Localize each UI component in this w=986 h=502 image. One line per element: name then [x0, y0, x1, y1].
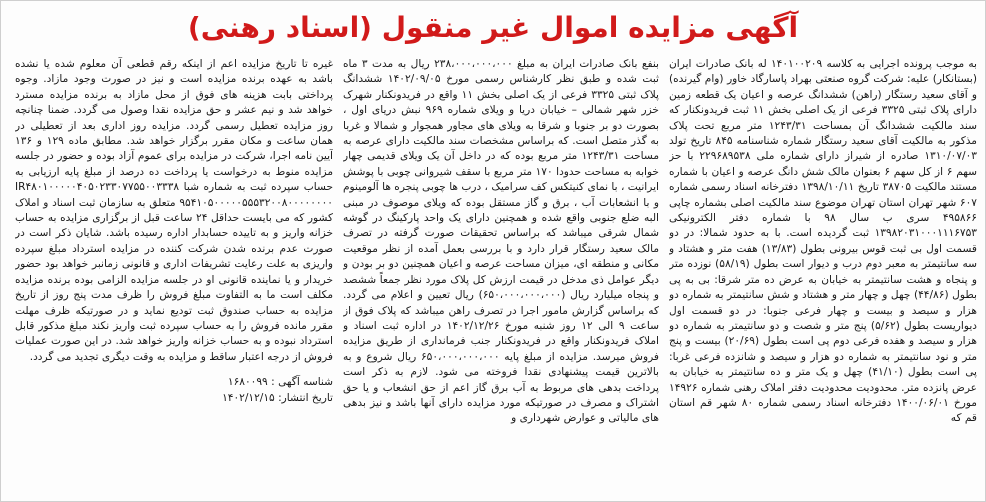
ad-title: آگهی مزایده اموال غیر منقول (اسناد رهنی)	[187, 11, 799, 44]
column-left	[15, 57, 333, 495]
ad-columns	[9, 57, 977, 495]
column-right	[669, 57, 977, 495]
ad-footer	[15, 375, 333, 406]
column-text: غیره تا تاریخ مزایده اعم از اینکه رقم قطعی آن معلوم شده یا نشده باشد به عهده برنده مزایده است و نیز در صورت وجود مازاد. وجوه پرداختی بابت هزینه های فوق از محل مازاد به برنده مزایده مسترد خواهد شد و نیم عشر و حق مزایده نقدا وصول می گردد. ضمنا چنانچه روز مزایده تعطیل رسمی گردد. مزایده روز اداری بعد از تعطیلی در همان ساعت و مکان مقرر برگزار خواهد شد. مطابق ماده ۱۲۹ و ۱۳۶ آیین نامه اجرا، شرکت در مزایده برای عموم آزاد بوده و حضور در جلسه مزایده منوط به درخواست یا پرداخت ده درصد از مبلغ پایه ارزیابی به حساب سپرده ثبت به شماره شبا IR۴۸۰۱۰۰۰۰۰۴۰۵۰۲۳۳۰۷۷۵۵۰۰۳۳۳۸ ۹۵۴۱۰۵۰۰۰۰۰۵۵۵۳۲۰۰۸۰۰۰۰۰۰۰۰ متعلق به سازمان ثبت اسناد و املاک کشور که می بایست حداقل ۲۴ ساعت قبل از برگزاری مزایده به حساب خزانه واریز و به تاییده حسابدار اداره رسیده باشد. شایان ذکر است در صورت عدم برنده شدن شرکت کننده در مزایده استرداد مبلغ سپرده واریزی به علت رعایت تشریفات اداری و قانونی زمانبر خواهد بود حضور خریدار و یا نماینده قانونی او در جلسه مزایده الزامی بوده برنده مزایده مکلف است ما به التفاوت مبلغ فروش را ظرف مدت پنج روز از تاریخ مزایده به حساب صندوق ثبت تودیع نماید و در صورتیکه ظرف مهلت مقرر مانده فروش را به حساب سپرده ثبت واریز نکند مبلغ مذکور قابل استرداد نبوده و به حساب خزانه واریز خواهد شد. در این صورت عملیات فروش از درجه اعتبار ساقط و مزایده به وقت دیگری تجدید می گردد.	[15, 58, 333, 363]
column-text: به موجب پرونده اجرایی به کلاسه ۱۴۰۱۰۰۲۰۹ له بانک صادرات ایران (بستانکار) علیه: شرکت گروه صنعتی بهراد پاسارگاد خاور (وام گیرنده) و آقای سعید رستگار (راهن) ششدانگ عرصه و اعیان یک قطعه زمین دارای پلاک ثبتی ۳۳۲۵ فرعی از یک اصلی بخش ۱۱ ثبت فریدونکنار که سند مالکیت ششدانگ آن بمساحت ۱۲۴۳/۳۱ متر مربع تحت پلاک مذکور به مالکیت آقای سعید رستگار شماره شناسنامه ۸۴۵ تاریخ تولد ۱۳۱۰/۰۷/۰۳ صادره از شیراز دارای شماره ملی ۲۲۹۶۸۹۵۳۸ با حز سهم ۶ از کل سهم ۶ بعنوان مالک شش دانگ عرصه و اعیان با شماره مستند مالکیت ۳۸۷۰۵ تاریخ ۱۳۹۸/۱۰/۱۱ دفترخانه اسناد رسمی شماره ۶۰۷ شهر تهران استان تهران موضوع سند مالکیت اصلی بشماره چاپی ۴۹۵۸۶۶ سری ب سال ۹۸ با شماره دفتر الکترونیکی ۱۳۹۸۲۰۳۱۰۰۰۱۱۱۶۷۵۳ ثبت گردیده است. با به حدود شمالا: در دو قسمت اول بی ثبت قوس بیرونی بطول (۱۳/۸۳) هفت متر و هشتاد و سه سانتیمتر به معبر دوم درب و دیوار است بطول (۵۸/۱۹) نوزده متر و پنجاه و هشت سانتیمتر به خیابان به عرض ده متر شرقا: بی به پی بطول (۴۴/۸۶) چهل و چهار متر و هشتاد و شش سانتیمتر به شماره دو هزار و سیصد و بیست و چهار فرعی جنوبا: در دو قسمت اول دیواریست بطول (۵/۶۲) پنج متر و شصت و دو سانتیمتر به شماره دو هزار و سیصد و هفده فرعی دوم پی است بطول (۲۰/۶۹) بیست و پنج متر و نود سانتیمتر به شماره دو هزار و سیصد و شانزده فرعی غربا: پی است بطول (۴۱/۱۰) چهل و یک متر و ده سانتیمتر به خیابان به عرض پانزده متر. محدودیت محدودیت دفتر املاک رهنی شماره ۱۴۹۲۶ مورخ ۱۴۰۰/۰۶/۰۱ دفترخانه اسناد رسمی شماره ۸۰ شهر قم استان قم که	[669, 58, 977, 425]
publish-date: تاریخ انتشار: ۱۴۰۲/۱۲/۱۵	[222, 391, 333, 404]
column-middle	[343, 57, 659, 495]
column-text: بنفع بانک صادرات ایران به مبلغ ۲۳۸،۰۰۰،۰۰۰،۰۰۰ ریال به مدت ۳ ماه ثبت شده و طبق نظر کارشناس رسمی مورخ ۱۴۰۲/۰۹/۰۵ ششدانگ پلاک ثبتی ۳۳۲۵ فرعی از یک اصلی بخش ۱۱ واقع در فریدونکنار شهرک خزر شهر شمالی – خیابان دریا و ویلای شماره ۹۶۹ نبش دریای اول ، بصورت دو بر جنوبا و شرقا به ویلای های مجاور همجوار و شمالا و غربا به گذر متصل است. که براساس مشخصات سند مالکیت دارای عرصه به مساحت ۱۲۴۳/۳۱ متر مربع بوده که در داخل آن یک ویلای قدیمی چهار خوابه به مساحت حدودا ۱۷۰ متر مربع با سقف شیروانی چوبی با پوشش ایرانیت ، با نمای کنیتکس کف سرامیک ، درب ها چوبی پنجره ها آلومینوم و با انشعابات آب ، برق و گاز مستقل بوده که ویلای موصوف در مبنی البه ضلع جنوبی واقع شده و همچنین دارای یک واحد پارکینگ در گوشه شمال شرقی میباشد که براساس تحقیقات صورت گرفته در تصرف مالک سعید رستگار قرار دارد و با بررسی بعمل آمده از نظر موقعیت مکانی و منطقه ای، میزان مساحت عرصه و اعیان همچنین دو بر بودن و دیگر عوامل ذی مدخل در قیمت ارزش کل پلاک مورد نظر جمعاً ششصد و پنجاه میلیارد ریال (۶۵۰،۰۰۰،۰۰۰،۰۰۰) ریال تعیین و اعلام می گردد. که براساس گزارش مامور اجرا در تصرف راهن میباشد که پلاک فوق از ساعت ۹ الی ۱۲ روز شنبه مورخ ۱۴۰۲/۱۲/۲۶ در اداره ثبت اسناد و املاک فریدونکنار واقع در فریدونکنار جنب فرمانداری از طریق مزایده فروش میرسد. مزایده از مبلغ پایه ۶۵۰،۰۰۰،۰۰۰،۰۰۰ ریال شروع و به بالاترین قیمت پیشنهادی نقدا فروخته می شود. لازم به ذکر است پرداخت بدهی های مربوط به آب برق گاز اعم از حق انشعاب و یا حق اشتراک و مصرف در صورتیکه مورد مزایده دارای آنها باشد و نیز بدهی های مالیاتی و عوارض شهرداری و	[343, 58, 659, 425]
ad-id: شناسه آگهی : ۱۶۸۰۰۹۹	[227, 376, 333, 389]
